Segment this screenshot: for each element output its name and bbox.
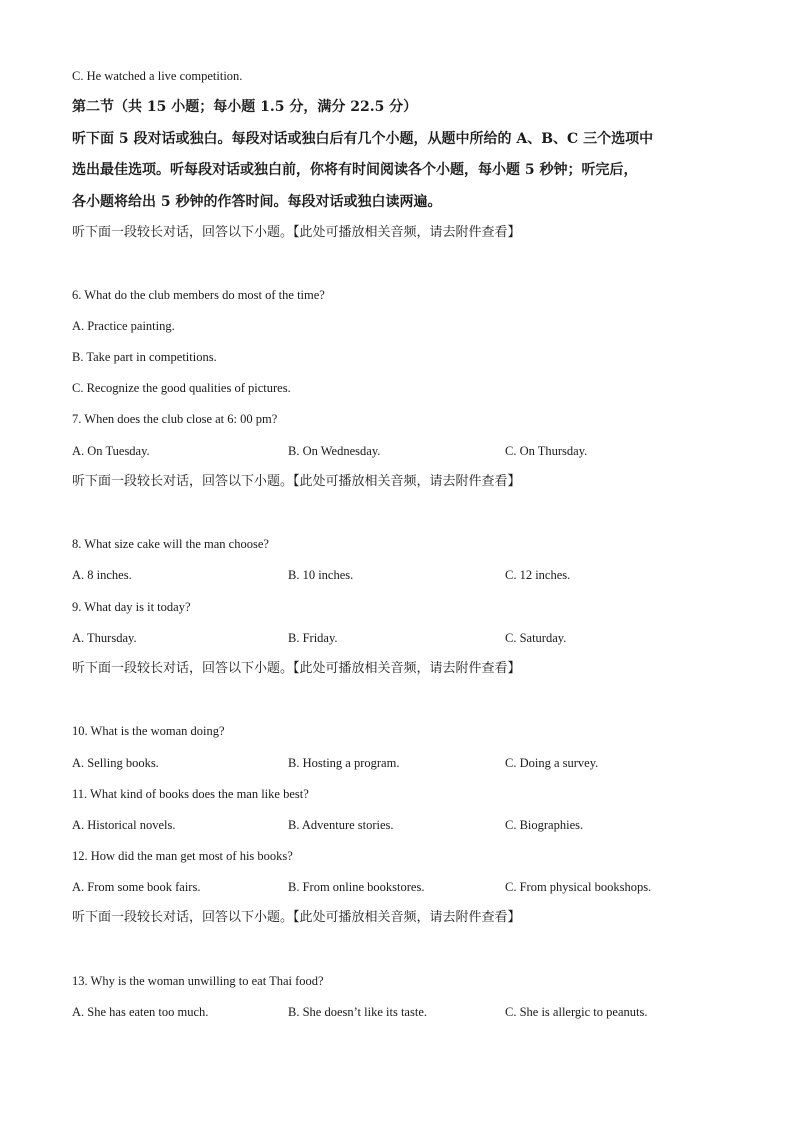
- question-8-option-c: C. 12 inches.: [505, 568, 571, 582]
- question-10-text: 10. What is the woman doing?: [72, 724, 225, 738]
- instruction-line-2: 选出最佳选项。听每段对话或独白前，你将有时间阅读各个小题，每小题 5 秒钟；听完后，: [72, 162, 638, 178]
- audio-prompt-4: 听下面一段较长对话，回答以下小题。【此处可播放相关音频，请去附件查看】: [72, 910, 521, 925]
- question-10-option-c: C. Doing a survey.: [505, 756, 599, 770]
- question-10-option-a: A. Selling books.: [72, 756, 159, 770]
- question-7-text: 7. When does the club close at 6: 00 pm?: [72, 412, 278, 426]
- question-7-option-a: A. On Tuesday.: [72, 444, 150, 458]
- question-5-option-c: C. He watched a live competition.: [72, 69, 243, 83]
- question-7-options: [72, 443, 752, 459]
- question-10-options: [72, 755, 752, 771]
- question-11-option-b: B. Adventure stories.: [288, 818, 394, 832]
- question-11-options: [72, 817, 752, 833]
- question-12-option-a: A. From some book fairs.: [72, 880, 201, 894]
- question-9-text: 9. What day is it today?: [72, 600, 191, 614]
- question-13-text: 13. Why is the woman unwilling to eat Thai food?: [72, 974, 324, 988]
- section-title: 第二节（共 15 小题；每小题 1.5 分，满分 22.5 分）: [72, 99, 418, 115]
- question-8-options: [72, 567, 752, 583]
- question-7-option-c: C. On Thursday.: [505, 444, 588, 458]
- question-7-option-b: B. On Wednesday.: [288, 444, 381, 458]
- question-6-option-a: A. Practice painting.: [72, 319, 175, 333]
- question-8-text: 8. What size cake will the man choose?: [72, 537, 269, 551]
- question-9-options: [72, 630, 752, 646]
- audio-prompt-1: 听下面一段较长对话，回答以下小题。【此处可播放相关音频，请去附件查看】: [72, 225, 521, 240]
- question-12-option-c: C. From physical bookshops.: [505, 880, 652, 894]
- question-12-options: [72, 879, 752, 895]
- instruction-line-1: 听下面 5 段对话或独白。每段对话或独白后有几个小题，从题中所给的 A、B、C 三个选项中: [72, 131, 654, 147]
- question-12-option-b: B. From online bookstores.: [288, 880, 425, 894]
- instruction-line-3: 各小题将给出 5 秒钟的作答时间。每段对话或独白读两遍。: [72, 194, 442, 210]
- question-13-options: [72, 1004, 752, 1020]
- question-11-option-c: C. Biographies.: [505, 818, 584, 832]
- audio-prompt-2: 听下面一段较长对话，回答以下小题。【此处可播放相关音频，请去附件查看】: [72, 474, 521, 489]
- question-9-option-a: A. Thursday.: [72, 631, 137, 645]
- question-12-text: 12. How did the man get most of his books?: [72, 849, 293, 863]
- question-9-option-c: C. Saturday.: [505, 631, 567, 645]
- question-6-text: 6. What do the club members do most of the time?: [72, 288, 325, 302]
- question-8-option-a: A. 8 inches.: [72, 568, 132, 582]
- question-8-option-b: B. 10 inches.: [288, 568, 354, 582]
- question-13-option-c: C. She is allergic to peanuts.: [505, 1005, 648, 1019]
- audio-prompt-3: 听下面一段较长对话，回答以下小题。【此处可播放相关音频，请去附件查看】: [72, 661, 521, 676]
- question-10-option-b: B. Hosting a program.: [288, 756, 400, 770]
- question-11-option-a: A. Historical novels.: [72, 818, 176, 832]
- question-11-text: 11. What kind of books does the man like best?: [72, 787, 309, 801]
- question-6-option-c: C. Recognize the good qualities of pictures.: [72, 381, 291, 395]
- question-9-option-b: B. Friday.: [288, 631, 338, 645]
- question-13-option-b: B. She doesn’t like its taste.: [288, 1005, 427, 1019]
- question-6-option-b: B. Take part in competitions.: [72, 350, 217, 364]
- question-13-option-a: A. She has eaten too much.: [72, 1005, 209, 1019]
